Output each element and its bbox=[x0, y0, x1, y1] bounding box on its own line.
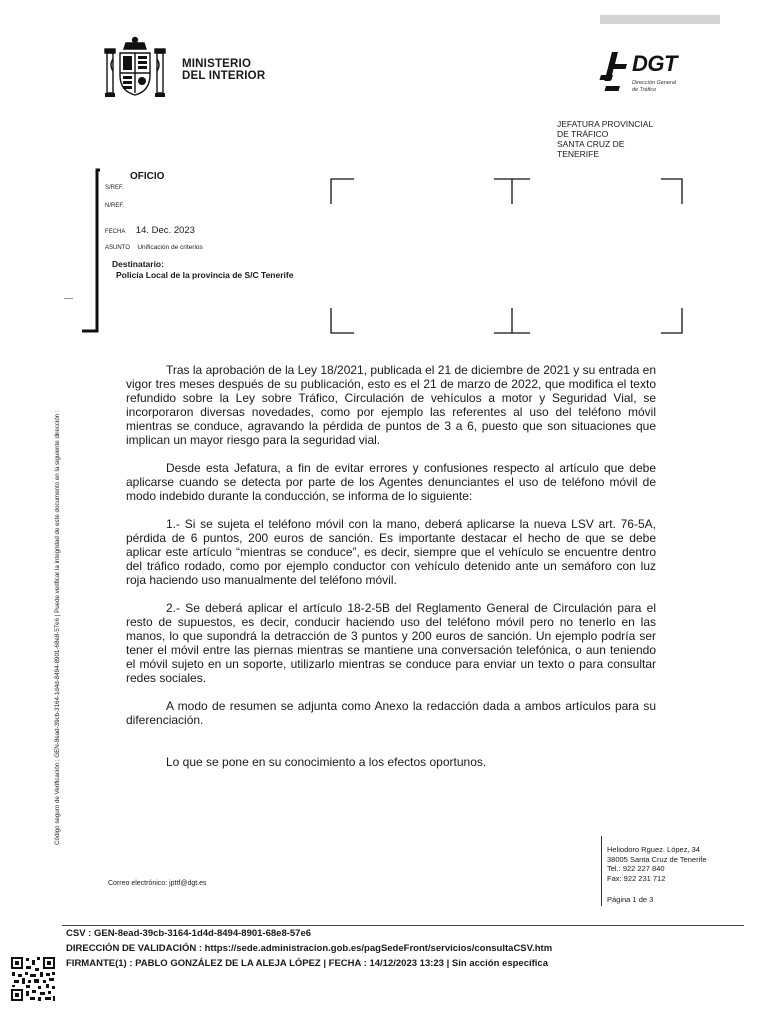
dgt-subtitle-line-1: Dirección General bbox=[632, 80, 677, 86]
address-line: Heliodoro Rguez. López, 34 bbox=[607, 845, 700, 854]
jefatura-address bbox=[557, 119, 653, 159]
ministry-line-1: MINISTERIO bbox=[182, 58, 252, 70]
asunto-row bbox=[105, 236, 203, 254]
office-address bbox=[607, 845, 707, 883]
body-paragraph: Desde esta Jefatura, a fin de evitar errores y confusiones respecto al artículo que debe aplicarse cuando se detecta por parte de los Agentes denunciantes el uso de teléfono móvil de modo indebido durante la conducción, se informa de lo siguiente: bbox=[126, 461, 656, 503]
asunto-value: Unificación de criterios bbox=[137, 244, 203, 251]
body-paragraph: 2.- Se deberá aplicar el artículo 18-2-5B del Reglamento General de Circulación para el resto de supuestos, es decir, conducir haciendo uso del teléfono móvil pero no tenerlo en las manos, lo que supondrá la detracción de 3 puntos y 200 euros de sanción. Un ejemplo podría ser tener el móvil entre las piernas mientras se mantiene una conversación telefónica, o aun teniendo el móvil sujeto en un soporte, utilizarlo mientras se conduce para enviar un texto o para consultar redes sociales. bbox=[126, 601, 656, 685]
coat-of-arms-icon bbox=[104, 35, 166, 107]
fecha-value: 14. Dec. 2023 bbox=[135, 225, 195, 236]
page-number: Página 1 de 3 bbox=[607, 895, 654, 904]
left-bracket bbox=[82, 168, 100, 333]
address-line: Fax: 922 231 712 bbox=[607, 873, 666, 883]
email-contact: Correo electrónico: jpttf@dgt.es bbox=[108, 880, 207, 887]
body-paragraph: A modo de resumen se adjunta como Anexo la redacción dada a ambos artículos para su diferenciación. bbox=[126, 699, 656, 727]
address-line: Tel.: 922 227 840 bbox=[607, 864, 665, 873]
fold-mark bbox=[64, 298, 73, 299]
validation-url[interactable]: DIRECCIÓN DE VALIDACIÓN : https://sede.administracion.gob.es/pagSedeFront/servicios/consultaCSV.htm bbox=[66, 943, 553, 954]
jefatura-line: SANTA CRUZ DE bbox=[557, 139, 625, 149]
closing-paragraph: Lo que se pone en su conocimiento a los efectos oportunos. bbox=[166, 755, 487, 769]
document-type: OFICIO bbox=[130, 171, 165, 182]
envelope-window-marks bbox=[330, 178, 685, 338]
asunto-label: ASUNTO bbox=[105, 245, 130, 251]
sref-label: S/REF. bbox=[105, 185, 124, 191]
destinatario-label: Destinatario: bbox=[112, 259, 164, 269]
fecha-label: FECHA bbox=[105, 229, 126, 235]
body-paragraph: 1.- Si se sujeta el teléfono móvil con la mano, deberá aplicarse la nueva LSV art. 76-5A, pérdida de 6 puntos, 200 euros de sanción. Es importante destacar el hecho de que se debe aplicar este artículo “mientras se conduce”, es decir, siempre que el vehículo se encuentre dentro del tráfico rodado, como por ejemplo conductor con vehículo detenido ante un semáforo con luz roja haciendo uso manualmente del teléfono móvil. bbox=[126, 517, 656, 587]
footer-divider bbox=[62, 925, 744, 926]
letter-body bbox=[126, 363, 656, 783]
signer-info: FIRMANTE(1) : PABLO GONZÁLEZ DE LA ALEJA LÓPEZ | FECHA : 14/12/2023 13:23 | Sin acción específica bbox=[66, 958, 548, 969]
body-paragraph: Tras la aprobación de la Ley 18/2021, publicada el 21 de diciembre de 2021 y su entrada en vigor tres meses después de su publicación, esto es el 21 de marzo de 2022, que modifica el texto refundido sobre la Ley sobre Tráfico, Circulación de vehículos a motor y Seguridad Vial, se incorporaron diversas novedades, como por ejemplo las referentes al uso del teléfono móvil mientras se conduce, agravando la pérdida de puntos de 3 a 6, puesto que son situaciones que implican un mayor riesgo para la seguridad vial. bbox=[126, 363, 656, 447]
csv-code: CSV : GEN-8ead-39cb-3164-1d4d-8494-8901-68e8-57e6 bbox=[66, 928, 312, 939]
jefatura-line: TENERIFE bbox=[557, 149, 600, 159]
address-line: 38005 Santa Cruz de Tenerife bbox=[607, 854, 707, 864]
verification-side-text: Código seguro de Verificación : GEN-8ead-39cb-3164-1d4d-8494-8901-68e8-57e6 | Puede verificar la integridad de este documento en la siguiente dirección : bbox=[54, 410, 61, 845]
dgt-subtitle-line-2: de Tráfico bbox=[632, 86, 657, 93]
header-bar bbox=[600, 15, 720, 24]
jefatura-line: DE TRÁFICO bbox=[557, 129, 609, 139]
destinatario-value: Policía Local de la provincia de S/C Tenerife bbox=[116, 270, 294, 280]
nref-label: N/REF. bbox=[105, 203, 125, 209]
qr-code-icon bbox=[10, 956, 56, 1002]
dgt-brand: DGT bbox=[632, 51, 677, 76]
jefatura-line: JEFATURA PROVINCIAL bbox=[557, 119, 654, 129]
address-divider bbox=[601, 836, 602, 906]
dgt-subtitle bbox=[632, 80, 676, 93]
ministry-line-2: DEL INTERIOR bbox=[182, 70, 266, 82]
ministry-name bbox=[182, 58, 265, 82]
